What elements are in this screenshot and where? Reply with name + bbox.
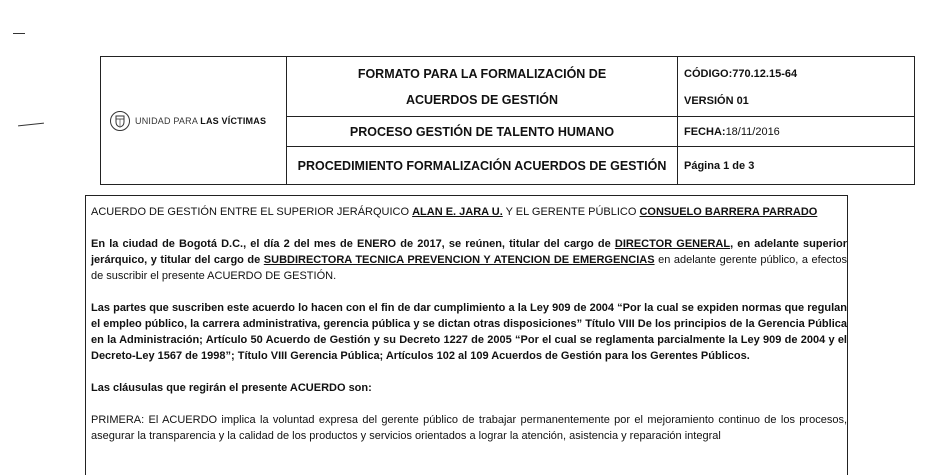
- fecha-cell: [678, 117, 915, 147]
- clauses-intro: Las cláusulas que regirán el presente ACUERDO son:: [91, 382, 372, 394]
- code-version-cell: [678, 57, 915, 117]
- procedure-cell: PROCEDIMIENTO FORMALIZACIÓN ACUERDOS DE GESTIÓN: [287, 147, 678, 185]
- format-title-cell: [287, 57, 678, 117]
- cargo-director: DIRECTOR GENERAL: [614, 238, 731, 250]
- unidad-victimas-logo: [101, 110, 286, 132]
- agreement-body: [85, 195, 848, 475]
- superior-name: ALAN E. JARA U.: [412, 206, 503, 218]
- logo-cell: [101, 57, 287, 185]
- page-number-cell: Página 1 de 3: [678, 147, 915, 185]
- meeting-paragraph: En la ciudad de Bogotá D.C., el día 2 del mes de ENERO de 2017, se reúnen, titular del cargo de DIRECTOR GENERAL, en adelante superior jerárquico, y titular del cargo de SUBDIRECTORA TECNICA PREVENCION Y ATENCION DE EMERGENCIAS en adelante gerente público, a efectos de suscribir el presente ACUERDO DE GESTIÓN.: [91, 238, 847, 282]
- scan-mark-top: [13, 33, 25, 34]
- format-title-line2: ACUERDOS DE GESTIÓN: [405, 92, 559, 107]
- clause-primera: PRIMERA: El ACUERDO implica la voluntad expresa del gerente público de trabajar permanentemente por el mejoramiento continuo de los procesos, asegurar la transparencia y la calidad de los productos y servicios orientados a lograr la atención, asistencia y reparación integral: [91, 414, 847, 442]
- gerente-name: CONSUELO BARRERA PARRADO: [639, 206, 818, 218]
- codigo-label: CÓDIGO:770.12.15-64: [684, 67, 798, 80]
- process-cell: PROCESO GESTIÓN DE TALENTO HUMANO: [287, 117, 678, 147]
- logo-text: UNIDAD PARA LAS VÍCTIMAS: [135, 115, 267, 126]
- scan-mark-left: [18, 123, 44, 127]
- cargo-subdirectora: SUBDIRECTORA TECNICA PREVENCION Y ATENCION DE EMERGENCIAS: [263, 254, 655, 266]
- legal-basis-paragraph: Las partes que suscriben este acuerdo lo hacen con el fin de dar cumplimiento a la Ley 909 de 2004 “Por la cual se expiden normas que regulan el empleo público, la carrera administrativa, gerencia pública y se dictan otras disposiciones” Título VIII De los principios de la Gerencia Pública en la Administración; Artículo 50 Acuerdo de Gestión y su Decreto 1227 de 2005 “Por el cual se reglamenta parcialmente la Ley 909 de 2004 y el Decreto-Ley 1567 de 1998”; Título VIII Gerencia Pública; Artículos 102 al 109 Acuerdos de Gestión para los Gerentes Públicos.: [91, 302, 847, 362]
- format-title-line1: FORMATO PARA LA FORMALIZACIÓN DE: [357, 66, 607, 81]
- colombia-shield-icon: [109, 110, 131, 132]
- fecha-value: 18/11/2016: [725, 125, 780, 138]
- agreement-heading: ACUERDO DE GESTIÓN ENTRE EL SUPERIOR JERÁRQUICO ALAN E. JARA U. Y EL GERENTE PÚBLICO CONSUELO BARRERA PARRADO: [91, 206, 818, 218]
- fecha-label: FECHA:: [684, 125, 726, 138]
- document-header-table: [100, 56, 915, 185]
- version-label: VERSIÓN 01: [684, 94, 749, 107]
